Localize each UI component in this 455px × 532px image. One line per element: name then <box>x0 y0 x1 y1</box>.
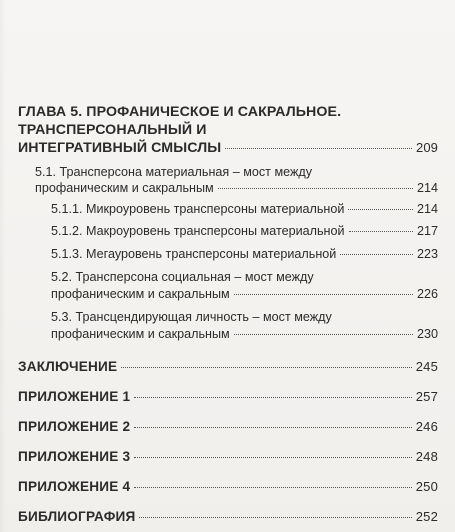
page-number: 217 <box>416 224 438 238</box>
page-number: 250 <box>415 479 438 494</box>
dot-leader <box>134 427 411 428</box>
toc-conclusion[interactable] <box>18 358 438 375</box>
toc-section-5-2[interactable] <box>51 269 438 302</box>
section-title-line-2: профаническим и сакральным <box>51 326 230 341</box>
page-number: 230 <box>416 326 438 341</box>
dot-leader <box>234 294 413 295</box>
chapter-title-line-3: ИНТЕГРАТИВНЫЙ СМЫСЛЫ <box>18 140 222 156</box>
toc-section-5-1[interactable] <box>35 164 438 197</box>
chapter-title-line-2: ТРАНСПЕРСОНАЛЬНЫЙ И <box>18 121 207 138</box>
page-number: 223 <box>416 246 438 261</box>
page-number: 214 <box>416 181 438 195</box>
dot-leader <box>225 148 412 149</box>
dot-leader <box>349 231 413 232</box>
page-number: 252 <box>415 509 438 524</box>
section-title-line-2: профаническим и сакральным <box>51 286 230 301</box>
page-number: 257 <box>415 389 438 404</box>
dot-leader <box>134 397 411 398</box>
section-title-line-1: 5.3. Трансцендирующая личность – мост между <box>51 310 332 324</box>
toc-chapter-5[interactable] <box>18 104 438 158</box>
toc-subsection-5-1-2[interactable] <box>51 223 438 240</box>
section-title-line-2: профаническим и сакральным <box>35 181 214 195</box>
entry-title: ПРИЛОЖЕНИЕ 1 <box>18 389 131 404</box>
dot-leader <box>340 254 413 255</box>
page-number: 214 <box>416 201 438 216</box>
chapter-title-line-1: ГЛАВА 5. ПРОФАНИЧЕСКОЕ И САКРАЛЬНОЕ. <box>18 104 342 120</box>
entry-title: ПРИЛОЖЕНИЕ 2 <box>18 419 131 434</box>
dot-leader <box>139 517 411 518</box>
toc-section-5-3[interactable] <box>51 309 438 342</box>
subsection-title: 5.1.1. Микроуровень трансперсоны материальной <box>51 201 345 216</box>
section-title-line-1: 5.1. Трансперсона материальная – мост между <box>35 164 313 179</box>
dot-leader <box>234 334 413 335</box>
entry-title: БИБЛИОГРАФИЯ <box>18 509 136 524</box>
toc-appendix-4[interactable] <box>18 478 438 495</box>
section-title-line-1: 5.2. Трансперсона социальная – мост между <box>51 270 314 284</box>
page-number: 209 <box>416 140 438 155</box>
dot-leader <box>348 209 413 210</box>
toc-appendix-2[interactable] <box>18 418 438 435</box>
entry-title: ЗАКЛЮЧЕНИЕ <box>18 359 118 374</box>
dot-leader <box>134 457 411 458</box>
toc-bibliography[interactable] <box>18 508 438 525</box>
toc-appendix-3[interactable] <box>18 448 438 465</box>
subsection-title: 5.1.3. Мегауровень трансперсоны материальной <box>51 246 337 261</box>
page-number: 245 <box>415 359 438 374</box>
entry-title: ПРИЛОЖЕНИЕ 4 <box>18 479 131 494</box>
toc-subsection-5-1-3[interactable] <box>51 246 438 263</box>
page-number: 246 <box>415 419 438 434</box>
page-number: 226 <box>416 286 438 301</box>
page-number: 248 <box>415 449 438 464</box>
dot-leader <box>218 188 413 189</box>
table-of-contents <box>18 104 438 525</box>
dot-leader <box>121 367 411 368</box>
toc-subsection-5-1-1[interactable] <box>51 201 438 218</box>
toc-appendix-1[interactable] <box>18 388 438 405</box>
entry-title: ПРИЛОЖЕНИЕ 3 <box>18 449 131 464</box>
subsection-title: 5.1.2. Макроуровень трансперсоны материальной <box>51 224 345 238</box>
dot-leader <box>134 487 411 488</box>
